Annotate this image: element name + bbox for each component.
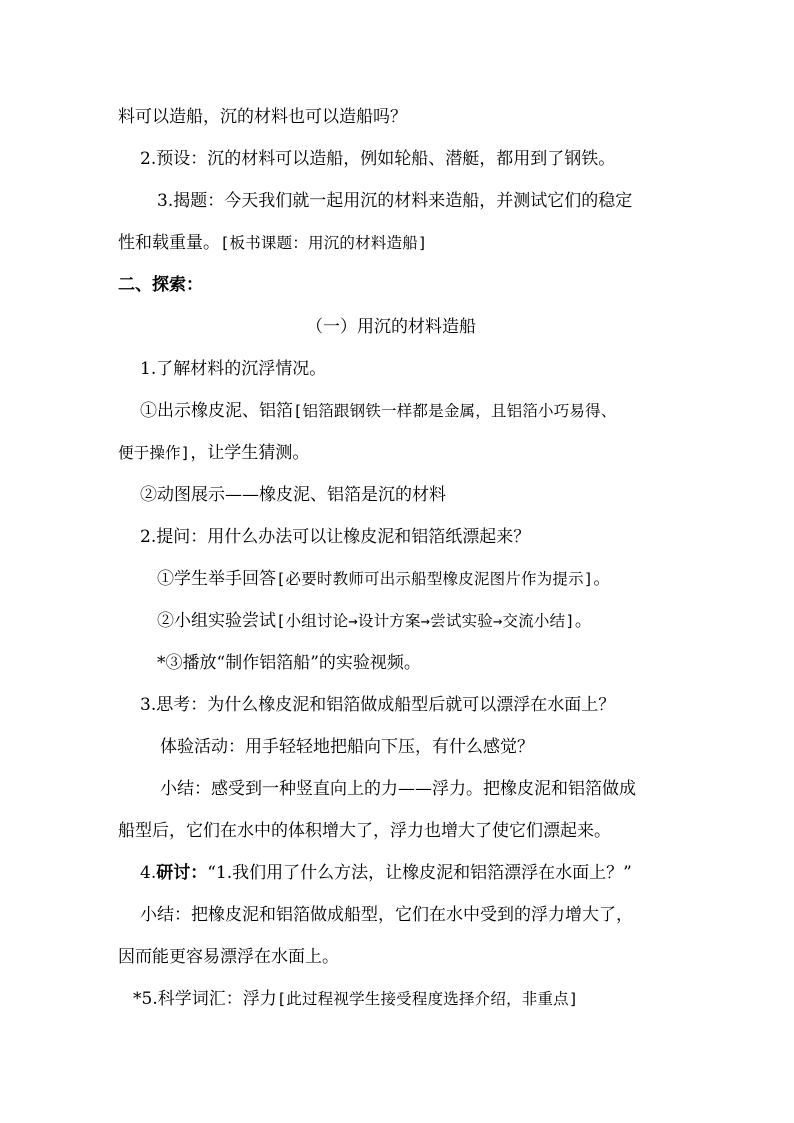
paragraph-line: 料可以造船，沉的材料也可以造船吗？ xyxy=(118,107,407,127)
paragraph-line: ①学生举手回答[必要时教师可出示船型橡皮泥图片作为提示]。 xyxy=(157,569,611,589)
section-heading: 二、探索： xyxy=(118,275,203,295)
paragraph-line: 1.了解材料的沉浮情况。 xyxy=(140,359,327,379)
paragraph-line: 4.研讨：“1.我们用了什么方法，让橡皮泥和铝箔漂浮在水面上？” xyxy=(140,863,632,883)
paragraph-line: 便于操作]，让学生猜测。 xyxy=(118,443,310,463)
paragraph-line: ②动图展示——橡皮泥、铝箔是沉的材料 xyxy=(140,485,446,505)
paragraph-line: 2.预设：沉的材料可以造船，例如轮船、潜艇，都用到了钢铁。 xyxy=(140,149,616,169)
paragraph-line: 性和载重量。[板书课题：用沉的材料造船] xyxy=(118,233,428,253)
board-note: [板书课题：用沉的材料造船] xyxy=(220,234,428,252)
paragraph-line: 因而能更容易漂浮在水面上。 xyxy=(118,947,339,967)
teacher-note: 便于操作] xyxy=(118,444,191,462)
paragraph-line: 3.揭题：今天我们就一起用沉的材料来造船，并测试它们的稳定 xyxy=(157,191,633,211)
subsection-title: （一）用沉的材料造船 xyxy=(306,317,476,337)
teacher-note: [铝箔跟钢铁一样都是金属，且铝箔小巧易得、 xyxy=(293,402,617,420)
bold-label: 研讨： xyxy=(156,863,208,883)
paragraph-line: ②小组实验尝试[小组讨论→设计方案→尝试实验→交流小结]。 xyxy=(157,611,592,631)
paragraph-line: 体验活动：用手轻轻地把船向下压，有什么感觉？ xyxy=(160,737,534,757)
teacher-note: [小组讨论→设计方案→尝试实验→交流小结] xyxy=(276,612,575,630)
paragraph-line: *5.科学词汇：浮力[此过程视学生接受程度选择介绍，非重点] xyxy=(133,989,579,1009)
paragraph-line: 小结：感受到一种竖直向上的力——浮力。把橡皮泥和铝箔做成 xyxy=(160,779,636,799)
paragraph-line: *③播放“制作铝箔船”的实验视频。 xyxy=(157,653,421,673)
paragraph-line: ①出示橡皮泥、铝箔[铝箔跟钢铁一样都是金属，且铝箔小巧易得、 xyxy=(140,401,617,421)
paragraph-line: 2.提问：用什么办法可以让橡皮泥和铝箔纸漂起来？ xyxy=(140,527,531,547)
paragraph-line: 3.思考：为什么橡皮泥和铝箔做成船型后就可以漂浮在水面上？ xyxy=(140,695,616,715)
teacher-note: [必要时教师可出示船型橡皮泥图片作为提示] xyxy=(276,570,594,588)
teacher-note: [此过程视学生接受程度选择介绍，非重点] xyxy=(276,990,579,1008)
paragraph-line: 小结：把橡皮泥和铝箔做成船型，它们在水中受到的浮力增大了， xyxy=(140,905,633,925)
paragraph-line: 船型后，它们在水中的体积增大了，浮力也增大了使它们漂起来。 xyxy=(118,821,611,841)
